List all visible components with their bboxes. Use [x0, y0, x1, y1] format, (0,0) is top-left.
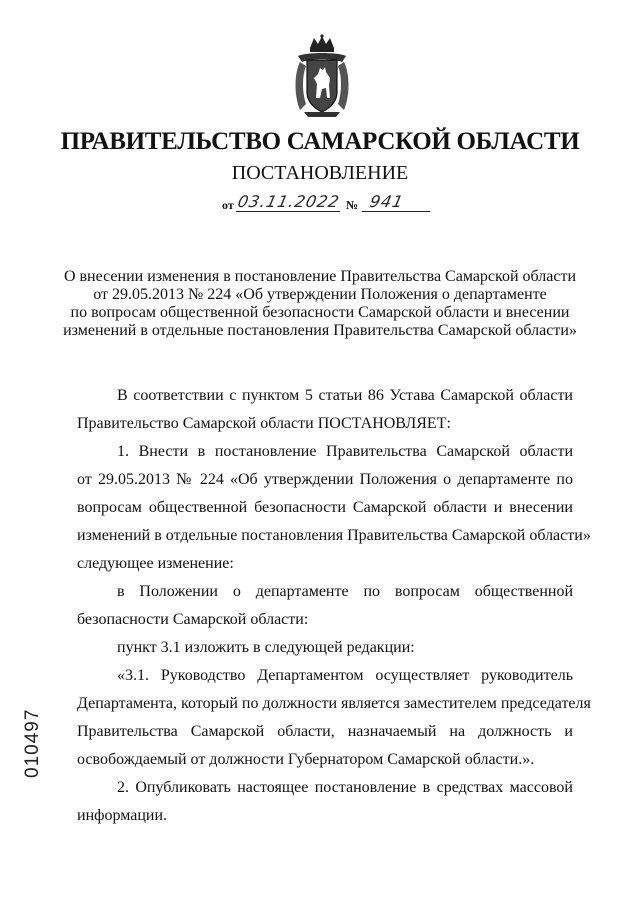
organization-title: ПРАВИТЕЛЬСТВО САМАРСКОЙ ОБЛАСТИ	[60, 128, 580, 155]
subject-line: О внесении изменения в постановление Правительства Самарской области	[63, 268, 577, 285]
body-line: 2. Опубликовать настоящее постановление в средствах массовой	[117, 779, 573, 796]
body-line: безопасности Самарской области:	[77, 611, 309, 628]
body-line: вопросам общественной безопасности Самарской области и внесении	[77, 499, 573, 516]
document-type: ПОСТАНОВЛЕНИЕ	[231, 162, 409, 184]
registration-number: 010497	[22, 708, 43, 778]
date-prefix: от	[222, 198, 234, 212]
document-subject	[60, 268, 580, 340]
document-number: 941	[367, 192, 406, 211]
body-line: от 29.05.2013 № 224 «Об утверждении Положения о департаменте по	[77, 471, 573, 488]
body-line: В соответствии с пунктом 5 статьи 86 Устава Самарской области	[117, 387, 573, 404]
date-underline	[236, 211, 340, 212]
subject-line: от 29.05.2013 № 224 «Об утверждении Положения о департаменте	[93, 286, 547, 303]
body-line: освобождаемый от должности Губернатором Самарской области.».	[77, 751, 535, 768]
body-line: изменений в отдельные постановления Правительства Самарской области»	[77, 527, 591, 544]
body-line: Департамента, который по должности является заместителем председателя	[77, 695, 591, 712]
body-line: следующее изменение:	[77, 555, 234, 572]
document-date: 03.11.2022	[235, 192, 342, 211]
coat-of-arms-icon	[292, 34, 352, 118]
body-line: «3.1. Руководство Департаментом осуществляет руководитель	[117, 667, 573, 684]
body-line: информации.	[77, 807, 168, 824]
number-underline	[362, 211, 430, 212]
body-line: пункт 3.1 изложить в следующей редакции:	[117, 639, 415, 656]
body-line: 1. Внести в постановление Правительства Самарской области	[117, 443, 573, 460]
subject-line: изменений в отдельные постановления Правительства Самарской области»	[63, 322, 577, 339]
body-line: Правительство Самарской области ПОСТАНОВЛЯЕТ:	[77, 415, 451, 432]
body-line: Правительства Самарской области, назначаемый на должность и	[77, 723, 573, 740]
number-prefix: №	[346, 198, 359, 212]
subject-line: по вопросам общественной безопасности Самарской области и внесении	[70, 304, 570, 321]
body-line: в Положении о департаменте по вопросам общественной	[117, 583, 573, 600]
